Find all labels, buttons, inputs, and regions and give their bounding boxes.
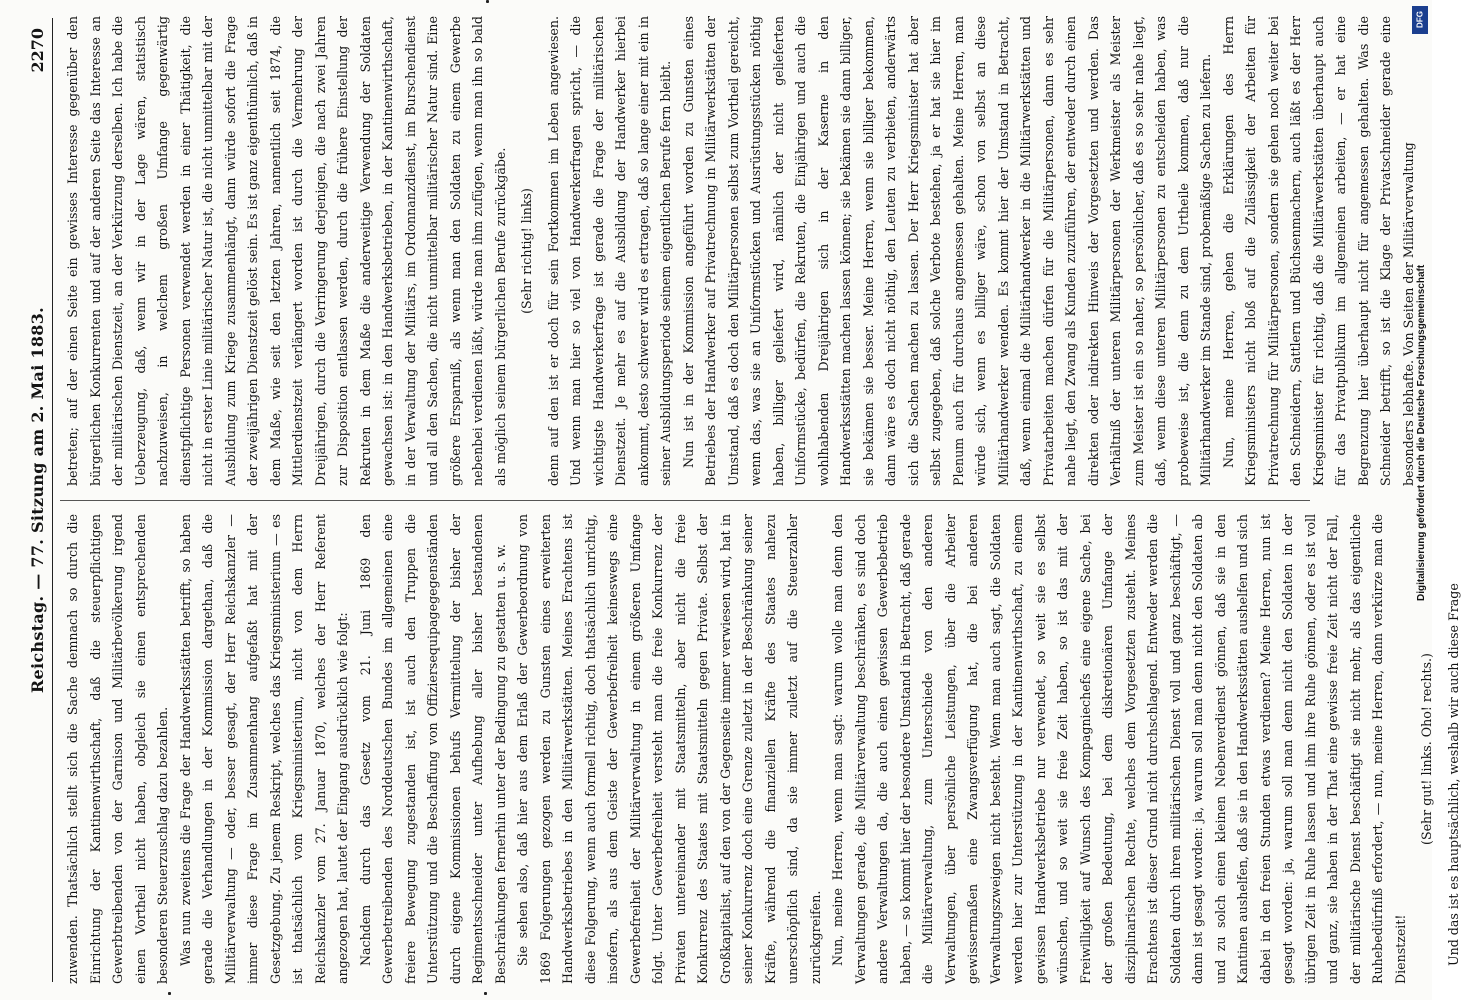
scan-speck <box>168 992 171 995</box>
paragraph: zuwenden. Thatsächlich stellt sich die Sache demnach so durch die Einrichtung der Kantinenwirthschaft, daß die steuerpflichtigen Gewerbtreibenden von der Garnison und Militärbevölkerung irgend einen Vortheil nicht haben, obgleich sie einen entsprechenden besonderen Steuerzuschlag dazu bezahlen. <box>65 514 170 984</box>
paragraph: Was nun zweitens die Frage der Handwerksstätten betrifft, so haben gerade die Verhandlungen in der Kommission dargethan, daß die Militärverwaltung — oder, besser gesagt, der Herr Reichskanzler — immer diese Frage im Zusammenhang aufgefaßt hat mit der Gesetzgebung. Zu jenem Reskript, welches das Kriegsministerium — es ist thatsächlich vom Kriegsministerium, nicht von dem Herrn Reichskanzler vom 27. Januar 1870, welches der Herr Referent angezogen hat, lautet der Eingang ausdrücklich wie folgt: <box>177 514 350 984</box>
paragraph: Nun, meine Herren, gehen die Erklärungen des Herrn Kriegsministers nicht bloß auf die Zulässigkeit der Arbeiten für Privatrechnung für Militärpersonen, sondern sie gehen noch weiter bei den Schneidern, Sattlern und Büchsenmachern, auch läßt es der Herr Kriegsminister für richtig, daß die Militärwerkstätten überhaupt auch für das Privatpublikum im allgemeinen arbeiten, — er hat eine Begrenzung hier überhaupt nicht für angemessen gehalten. Was die Schneider betrifft, so ist die Klage der Privatschneider gerade eine besonders lebhafte. Von Seiten der Militärverwaltung <box>1220 16 1416 486</box>
left-column <box>62 514 1461 984</box>
paragraph: Nun ist in der Kommission angeführt worden zu Gunsten eines Betriebes der Handwerker auf Privatrechnung in Militärwerkstätten der Umstand, daß es doch den Militärpersonen selbst zum Vortheil gereicht, wenn das, was sie an Uniformstücken und Ausrüstungsstücken nöthig haben, billiger geliefert wird, nämlich der nicht gelieferten Uniformstücke, bedürfen, die Rekruten, die Einjährigen und auch die wohlhabenden Dreijährigen sich in der Kaserne in den Handwerksstätten machen lassen können; sie bekämen sie dann billiger, sie bekämen sie besser. Meine Herren, wenn sie billiger bekommen, dann wäre es doch nicht nöthig, den Leuten zu verbieten, anderwärts sich die Sachen machen zu lassen. Der Herr Kriegsminister hat aber selbst zugegeben, daß solche Verbote bestehen, ja er hat sie hier im Plenum auch für durchaus angemessen gehalten. Meine Herren, man würde sich, wenn es billiger wäre, schon von selbst an diese Militärhandwerker wenden. Es kommt hier der Umstand in Betracht, daß, wenn einmal die Militärhandwerker in die Militärwerkstätten und Privatarbeiten machen dürfen für die Militärpersonen, dann es sehr nahe liegt, den Zwang als Kunden zuzuführen, der entweder durch einen direkten oder indirekten Hinweis der Vorgesetzten und werden. Das Verhältniß der unteren Militärpersonen der Werkmeister als Meister zum Meister ist ein so naher, so persönlicher, daß es so sehr nahe liegt, daß, wenn diese unteren Militärpersonen zu entscheiden haben, was probeweise ist, die denn zu dem Urtheile kommen, daß nur die Militärhandwerker im Stande sind, probemäßige Sachen zu liefern. <box>680 16 1213 486</box>
dfg-logo-text: DFG <box>1415 11 1425 28</box>
page-number: 2270 <box>28 28 47 73</box>
right-column <box>62 16 1416 486</box>
page-header <box>28 0 58 1000</box>
quoted-decree: Nachdem durch das Gesetz vom 21. Juni 1869 den Gewerbetreibenden des Norddeutschen Bundes im allgemeinen eine freiere Bewegung zugestanden ist, ist auch den Truppen die Unterstützung und die Beschaffung von Offiziersequipagegegenständen durch eigene Kommissionen behufs Vermittelung der bisher der Regimentsschneider unter Aufhebung aller bisher bestandenen Beschränkungen fernerhin unter der Bedingung zu gestatten u. s. w. <box>357 514 508 984</box>
scan-speck <box>484 992 487 995</box>
paragraph: Sie sehen also, daß hier aus dem Erlaß der Gewerbeordnung von 1869 Folgerungen gezogen werden zu Gunsten eines erweiterten Handwerksbetriebes in den Militärwerkstätten. Meines Erachtens ist diese Folgerung, wenn auch formell richtig, doch thatsächlich unrichtig, insofern, als aus dem Geiste der Gewerbefreiheit keineswegs eine Gewerbefreiheit der Militärverwaltung in einem größeren Umfange folgt. Unter Gewerbefreiheit versteht man die freie Konkurrenz der Privaten untereinander mit Staatsmitteln, aber nicht die freie Konkurrenz des Staates mit Staatsmitteln gegen Private. Selbst der Großkapitalist, auf den von der Gegenseite immer verwiesen wird, hat in seiner Konkurrenz doch eine Grenze zuletzt in der Beschränkung seiner Kräfte, während die finanziellen Kräfte des Staates nahezu unerschöpflich sind, da sie immer zuletzt auf die Steuerzahler zurückgreifen. <box>515 514 823 984</box>
paragraph: Und das ist es hauptsächlich, weshalb wir auch diese Frage <box>1445 583 1461 966</box>
interjection: (Sehr gut! links. Oho! rechts.) <box>1419 653 1434 845</box>
header-rule <box>52 18 53 982</box>
paragraph: betreten; auf der einen Seite ein gewisses Interesse gegenüber den bürgerlichen Konkurrenten und auf der anderen Seite das Interesse an der militärischen Dienstzeit, an der Verkürzung derselben. Ich habe die Ueberzeugung, daß, wenn wir in der Lage wären, statistisch nachzuweisen, in welchem großen Umfange gegenwärtig dienstpflichtige Personen verwendet werden in einer Thätigkeit, die nicht in erster Linie militärischer Natur ist, die nicht unmittelbar mit der Ausbildung zum Kriege zusammenhängt, dann würde sofort die Frage der zweijährigen Dienstzeit gelöst sein. Es ist ganz eigenthümlich, daß in dem Maße, wie seit den letzten Jahren, namentlich seit 1874, die Mittlerdienstzeit verlängert worden ist durch die Vermehrung der Dreijährigen, durch die Verringerung derjenigen, die nach zwei Jahren zur Disposition entlassen werden, durch die frühere Einstellung der Rekruten in dem Maße die anderweitige Verwendung der Soldaten gewachsen ist: in den Handwerksbetrieben, in der Kantinenwirthschaft, in der Verwaltung der Militärs, im Ordonnanzdienst, im Burschendienst und all den Sachen, die nicht unmittelbar militärischer Natur sind. Eine größere Ersparniß, als wenn man den Soldaten zu einem Gewerbe nebenbei verdienen läßt, würde man ihm zufügen, wenn man ihn so bald als möglich seinem bürgerlichen Berufe zurückgäbe. <box>65 16 508 486</box>
scan-speck <box>486 0 489 3</box>
interjection: (Sehr richtig! links) <box>519 188 534 314</box>
running-title: Reichstag. — 77. Sitzung am 2. Mai 1883. <box>28 306 47 694</box>
credit-text: Digitalisierung gefördert durch die Deutsche Forschungsgemeinschaft <box>1416 264 1427 601</box>
digitization-credit <box>1412 8 1427 601</box>
paragraph: denn auf den ist er doch für sein Fortkommen im Leben angewiesen. Und wenn man hier so viel von Handwerkerfragen spricht, — die wichtigste Handwerkerfrage ist gerade die Frage der militärischen Dienstzeit. Je mehr es auf die Ausbildung der Handwerker hierbei ankommt, desto schwerer wird es ertragen, daß so lange einer mit ein in seiner Ausbildungsperiode seinem eigentlichen Berufe fern bleibt. <box>545 16 673 486</box>
paragraph: Nun, meine Herren, wenn man sagt: warum wolle man denn den Verwaltungen gerade, die Militärverwaltung beschränken, es sind doch andere Verwaltungen da, die auch einen gewissen Gewerbebetrieb haben, — so kommt hier der besondere Umstand in Betracht, daß gerade die Militärverwaltung, zum Unterschiede von den anderen Verwaltungen, über persönliche Leistungen, über die Arbeiter gewissermaßen eine Zwangsverfügung hat, die bei anderen Verwaltungszweigen nicht besteht. Wenn man auch sagt, die Soldaten werden hier zur Unterstützung in der Kantinenwirthschaft, zu einem gewissen Handwerksbetriebe nur verwendet, so weit sie es selbst wünschen, und so weit sie freie Zeit haben, so ist das mit der Freiwilligkeit auf Wunsch des Kompagniechefs eine eigene Sache, bei der großen Bedeutung, bei dem diskretionären Umfange der disziplinarischen Rechte, welches dem Vorgesetzten zusteht. Meines Erachtens ist dieser Grund nicht durchschlagend. Entweder werden die Soldaten durch ihren militärischen Dienst voll und ganz beschäftigt, — dann ist gesagt worden: ja, warum soll man denn nicht den Soldaten ab und zu solch einen kleinen Nebenverdienst gönnen, daß sie in den Kantinen aushelfen, daß sie in den Handwerksstätten aushelfen und sich dabei in den freien Stunden etwas verdienen? Meine Herren, nun ist gesagt worden: ja, warum soll man denn nicht den Soldaten in der übrigen Zeit in Ruhe lassen und ihm ihre Ruhe gönnen, oder es ist voll und ganz, sie haben in der That eine gewisse freie Zeit nicht der Fall, der militärische Dienst beschäftigt sie nicht mehr, als das eigentliche Ruhebedürfniß erfordert, — nun, meine Herren, dann verkürze man die Dienstzeit! <box>830 514 1408 984</box>
column-divider <box>60 500 1310 501</box>
